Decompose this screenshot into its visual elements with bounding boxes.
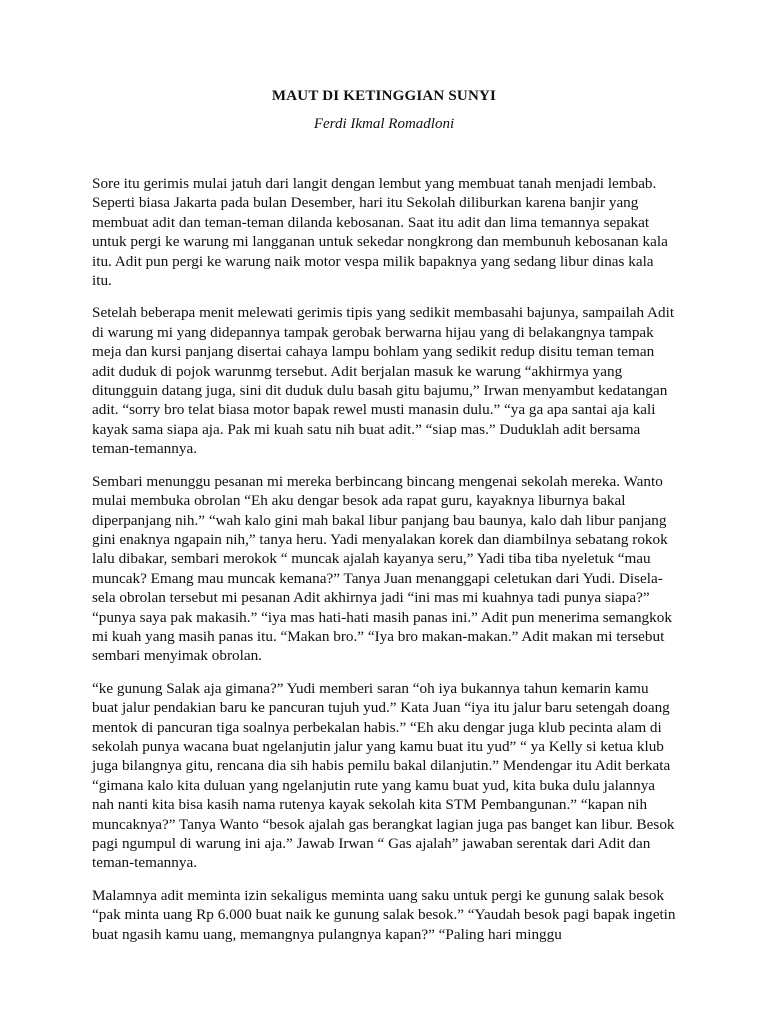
paragraph: “ke gunung Salak aja gimana?” Yudi memberi saran “oh iya bukannya tahun kemarin kamu buat jalur pendakian baru ke pancuran tujuh yud.” Kata Juan “iya itu jalur baru setengah doang mentok di pancuran tiga soalnya perbekalan habis.” “Eh aku dengar juga klub pecinta alam di sekolah punya wacana buat ngelanjutin jalur yang kamu buat itu yud” “ ya Kelly si ketua klub juga bilangnya gitu, rencana dia sih habis pemilu bakal dilanjutin.” Mendengar itu Adit berkata “gimana kalo kita duluan yang ngelanjutin rute yang kamu buat yud, kita buka dulu jalannya nah nanti kita bisa kasih nama rutenya kayak sekolah kita STM Pembangunan.” “kapan nih muncaknya?” Tanya Wanto “besok ajalah gas berangkat lagian juga pas banget kan libur. Besok pagi ngumpul di warung ini aja.” Jawab Irwan “ Gas ajalah” jawaban serentak dari Adit dan teman-temannya. [92, 679, 675, 872]
paragraph: Setelah beberapa menit melewati gerimis tipis yang sedikit membasahi bajunya, sampailah Adit di warung mi yang didepannya tampak gerobak berwarna hijau yang di belakangnya tampak meja dan kursi panjang disertai cahaya lampu bohlam yang sedikit redup disitu teman teman adit duduk di pojok warunmg tersebut. Adit berjalan masuk ke warung “akhirmya yang ditungguin datang juga, sini dit duduk dulu basah gitu bajumu,” Irwan menyambut kedatangan adit. “sorry bro telat biasa motor bapak rewel musti manasin dulu.” “ya ga apa santai aja kali kayak sama siapa aja. Pak mi kuah satu nih buat adit.” “siap mas.” Duduklah adit bersama teman-temannya. [92, 304, 675, 458]
document-body [92, 174, 676, 957]
paragraph: Sore itu gerimis mulai jatuh dari langit dengan lembut yang membuat tanah menjadi lembab. Seperti biasa Jakarta pada bulan Desember, hari itu Sekolah diliburkan karena banjir yang membuat adit dan teman-teman dilanda kebosanan. Saat itu adit dan lima temannya sepakat untuk pergi ke warung mi langganan untuk sekedar nongkrong dan membunuh kebosanan kala itu. Adit pun pergi ke warung naik motor vespa milik bapaknya yang sedang libur dinas kala itu. [92, 175, 668, 290]
paragraph: Malamnya adit meminta izin sekaligus meminta uang saku untuk pergi ke gunung salak besok “pak minta uang Rp 6.000 buat naik ke gunung salak besok.” “Yaudah besok pagi bapak ingetin buat ngasih kamu uang, memangnya pulangnya kapan?” “Paling hari minggu [92, 886, 676, 943]
paragraph: Sembari menunggu pesanan mi mereka berbincang bincang mengenai sekolah mereka. Wanto mulai membuka obrolan “Eh aku dengar besok ada rapat guru, kayaknya liburnya bakal diperpanjang nih.” “wah kalo gini mah bakal libur panjang bau baunya, kalo dah libur panjang gini enaknya ngapain nih,” tanya heru. Yadi menyalakan korek dan diambilnya sebatang rokok lalu dibakar, sembari merokok “ muncak ajalah kayanya seru,” Yadi tiba tiba nyeletuk “mau muncak? Emang mau muncak kemana?” Tanya Juan menanggapi celetukan dari Yudi. Disela-sela obrolan tersebut mi pesanan Adit akhirnya jadi “ini mas mi kuahnya tadi punya siapa?” “punya saya pak makasih.” “iya mas hati-hati masih panas ini.” Adit pun menerima semangkok mi kuah yang masih panas itu. “Makan bro.” “Iya bro makan-makan.” Adit makan mi tersebut sembari menyimak obrolan. [92, 472, 672, 665]
document-title: MAUT DI KETINGGIAN SUNYI [271, 88, 497, 104]
document-author: Ferdi Ikmal Romadloni [313, 116, 455, 132]
